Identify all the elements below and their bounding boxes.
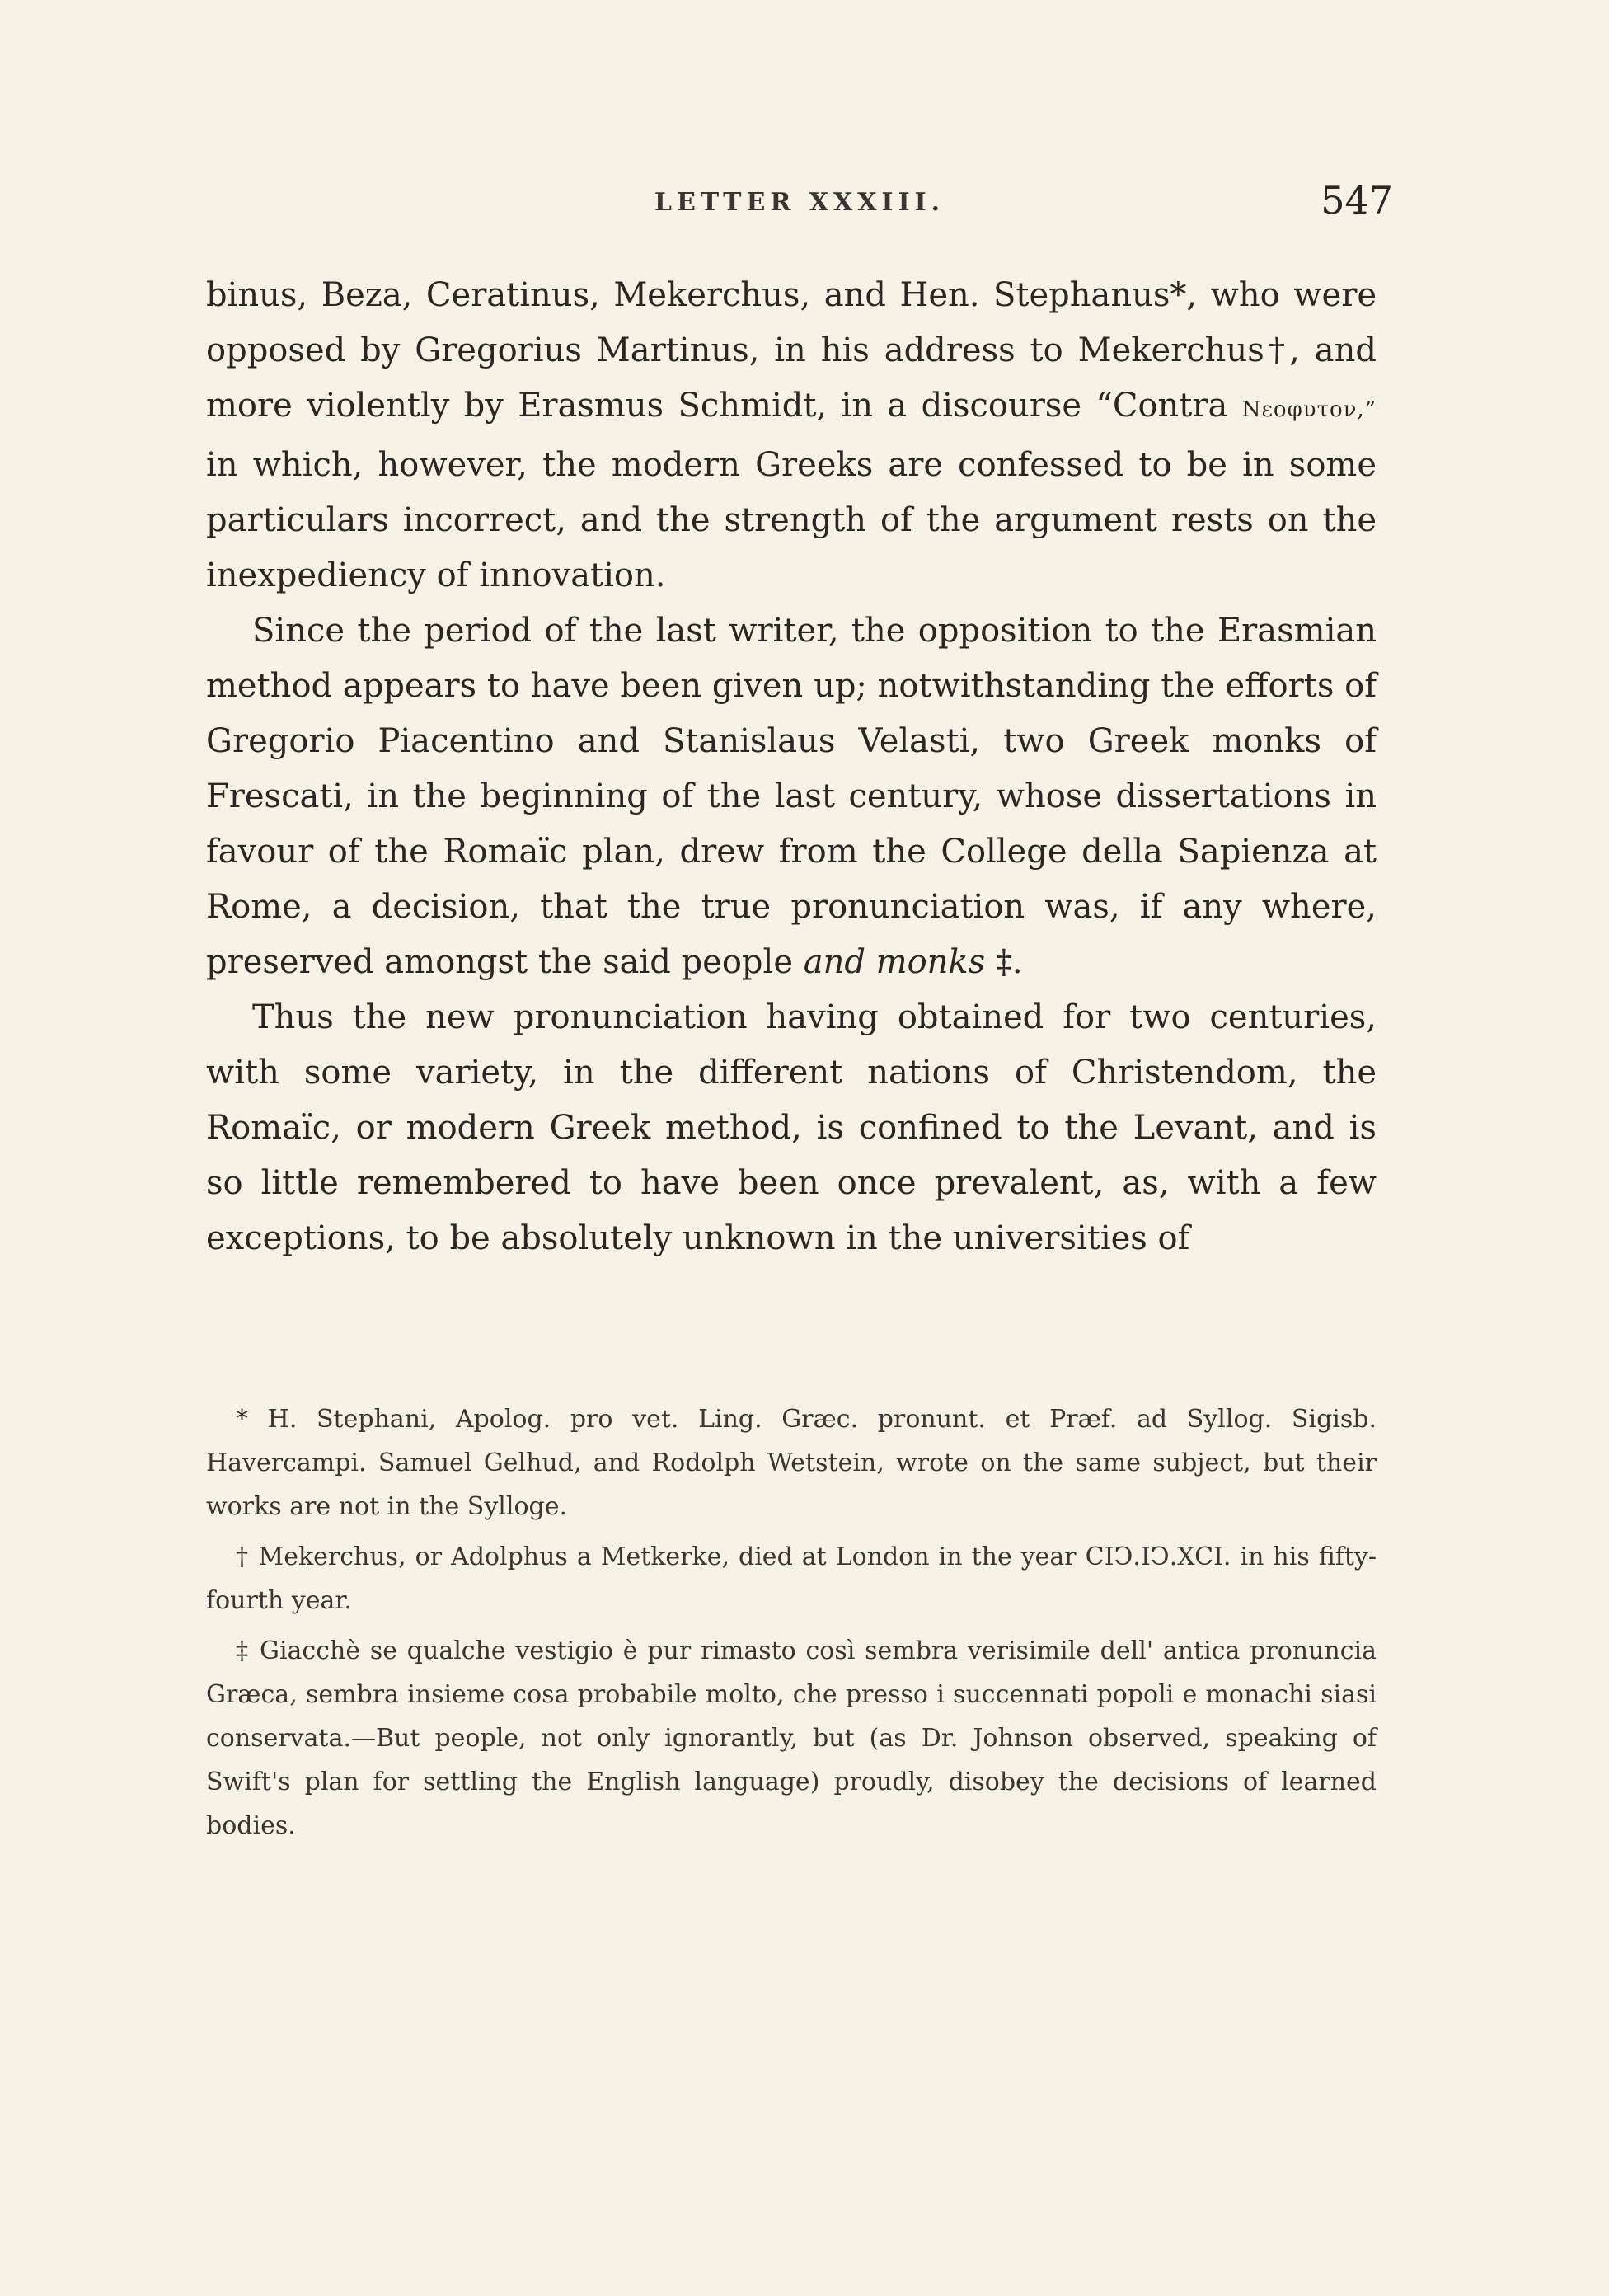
paragraph-2 bbox=[206, 603, 1377, 990]
paragraph-3-text: Thus the new pronunciation having obtained for two centuries, with some variety, in the different nations of Christendom, the Romaïc, or modern Greek method, is confined to the Levant, and is so little remembered to have been once prevalent, as, with a few exceptions, to be absolutely unknown in the universities of bbox=[206, 998, 1377, 1257]
footnotes bbox=[206, 1397, 1377, 1854]
greek-title: Νεοφυτον,” bbox=[1241, 397, 1377, 422]
page-number: 547 bbox=[1321, 178, 1393, 223]
paragraph-1-text: binus, Beza, Ceratinus, Mekerchus, and Hen. Stephanus*, who were opposed by Gregorius Martinus, in his address to Mekerchus†, and more violently by Erasmus Schmidt, in a discourse “Contra bbox=[206, 276, 1377, 425]
paragraph-2-italic: and monks bbox=[803, 943, 986, 981]
paragraph-2-text: Since the period of the last writer, the opposition to the Erasmian method appears to have been given up; notwithstanding the efforts of Gregorio Piacentino and Stanislaus Velasti, two Greek monks of Frescati, in the beginning of the last century, whose dissertations in favour of the Romaïc plan, drew from the College della Sapienza at Rome, a decision, that the true pronunciation was, if any where, preserved amongst the said people bbox=[206, 612, 1377, 981]
footnote-3: ‡ Giacchè se qualche vestigio è pur rimasto così sembra verisimile dell' antica pronuncia Græca, sembra insieme cosa probabile molto, che presso i succennati popoli e monachi siasi conservata.—But people, not only ignorantly, but (as Dr. Johnson observed, speaking of Swift's plan for settling the English language) proudly, disobey the decisions of learned bodies. bbox=[206, 1636, 1377, 1840]
footnote-1: * H. Stephani, Apolog. pro vet. Ling. Græc. pronunt. et Præf. ad Syllog. Sigisb. Havercampi. Samuel Gelhud, and Rodolph Wetstein, wrote on the same subject, but their works are not in the Sylloge. bbox=[206, 1405, 1377, 1521]
main-text bbox=[206, 268, 1377, 1266]
running-header bbox=[206, 178, 1393, 237]
paragraph-1-rest: in which, however, the modern Greeks are confessed to be in some particulars incorrect, and the strength of the argument rests on the inexpediency of innovation. bbox=[206, 446, 1377, 594]
paragraph-3 bbox=[206, 990, 1377, 1266]
paragraph-1 bbox=[206, 268, 1377, 603]
footnote-2: † Mekerchus, or Adolphus a Metkerke, died at London in the year CIↃ.IↃ.XCI. in his fifty-fourth year. bbox=[206, 1542, 1377, 1615]
footnote-mark-3: ‡. bbox=[985, 943, 1023, 981]
header-title: LETTER XXXIII. bbox=[654, 188, 945, 217]
